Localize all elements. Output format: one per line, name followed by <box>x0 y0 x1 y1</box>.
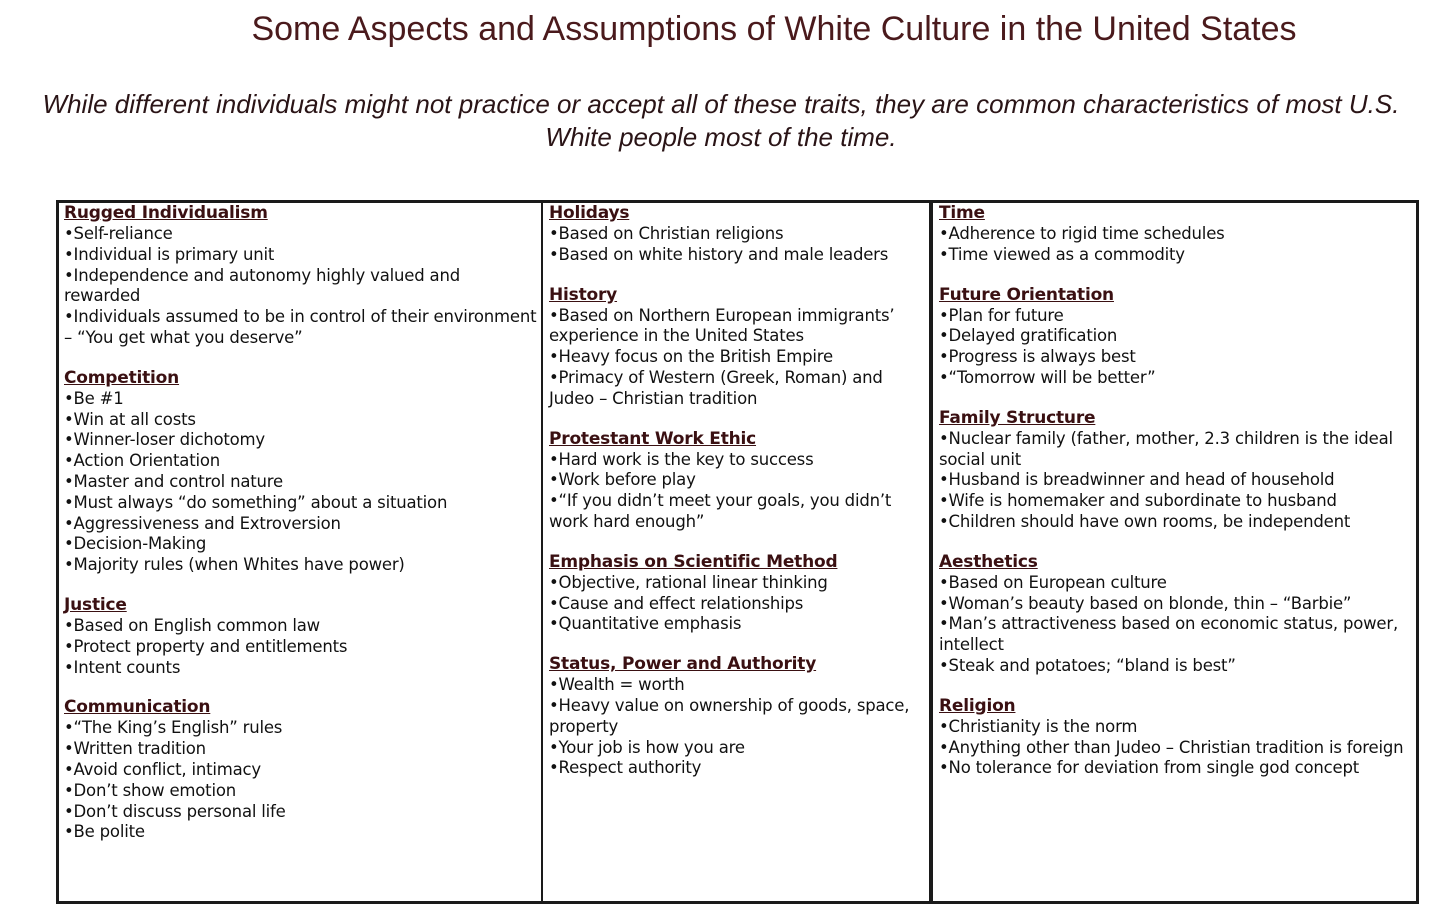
trait-item <box>939 326 1412 347</box>
trait-text: Children should have own rooms, be independent <box>948 511 1351 531</box>
trait-text: Master and control nature <box>73 471 283 491</box>
trait-item <box>64 266 537 308</box>
trait-item <box>939 429 1412 471</box>
trait-item <box>64 802 537 823</box>
section-protestant-work-ethic <box>549 429 925 533</box>
trait-text: Individual is primary unit <box>73 244 275 264</box>
trait-text: Husband is breadwinner and head of household <box>948 470 1335 490</box>
trait-text: Steak and potatoes; “bland is best” <box>948 655 1236 675</box>
trait-item <box>549 306 925 348</box>
trait-item <box>549 491 925 533</box>
trait-text: Anything other than Judeo – Christian tradition is foreign <box>948 737 1404 757</box>
trait-text: Man’s attractiveness based on economic status, power, intellect <box>939 614 1398 655</box>
trait-item <box>64 822 537 843</box>
section-competition <box>64 368 537 576</box>
trait-item <box>64 534 537 555</box>
trait-text: Based on European culture <box>948 572 1167 592</box>
trait-text: Nuclear family (father, mother, 2.3 children is the ideal social unit <box>939 428 1393 469</box>
trait-item <box>939 512 1412 533</box>
trait-item <box>549 738 925 759</box>
trait-item <box>64 718 537 739</box>
trait-item <box>549 347 925 368</box>
trait-list <box>939 429 1412 533</box>
trait-text: “Tomorrow will be better” <box>948 367 1156 387</box>
trait-item <box>939 717 1412 738</box>
section-aesthetics <box>939 552 1412 677</box>
trait-item <box>939 573 1412 594</box>
trait-text: Winner-loser dichotomy <box>73 430 265 450</box>
trait-item <box>939 656 1412 677</box>
trait-text: Christianity is the norm <box>948 716 1138 736</box>
section-heading: Holidays <box>549 203 630 223</box>
section-status-power-and-authority <box>549 654 925 779</box>
trait-item <box>64 616 537 637</box>
trait-text: Respect authority <box>558 758 702 778</box>
trait-item <box>64 472 537 493</box>
section-heading: Status, Power and Authority <box>549 654 817 675</box>
trait-text: Protect property and entitlements <box>73 636 348 656</box>
section-heading: Justice <box>64 594 127 615</box>
trait-item <box>549 470 925 491</box>
trait-list <box>939 224 1412 266</box>
section-heading: Competition <box>64 367 180 388</box>
trait-item <box>64 637 537 658</box>
trait-text: Based on English common law <box>73 615 320 635</box>
section-future-orientation <box>939 285 1412 389</box>
trait-item <box>939 347 1412 368</box>
trait-text: Written tradition <box>73 739 206 759</box>
trait-item <box>549 675 925 696</box>
trait-text: Woman’s beauty based on blonde, thin – “Barbie” <box>948 593 1352 613</box>
trait-item <box>64 245 537 266</box>
trait-text: Cause and effect relationships <box>558 593 804 613</box>
traits-table <box>56 200 1419 904</box>
trait-text: Be #1 <box>73 388 124 408</box>
section-justice <box>64 595 537 678</box>
section-rugged-individualism <box>64 203 537 349</box>
trait-item <box>64 389 537 410</box>
trait-item <box>549 450 925 471</box>
trait-list <box>939 717 1412 779</box>
trait-item <box>549 573 925 594</box>
section-heading: Emphasis on Scientific Method <box>549 551 838 572</box>
trait-text: Plan for future <box>948 305 1064 325</box>
trait-text: Based on Christian religions <box>558 224 784 243</box>
trait-item <box>939 614 1412 656</box>
page-subtitle: While different individuals might not practice or accept all of these traits, they are common characteristics of most U.S. White people most of the time. <box>42 89 1400 152</box>
trait-item <box>939 224 1412 245</box>
trait-text: Don’t discuss personal life <box>73 801 286 821</box>
page-title: Some Aspects and Assumptions of White Culture in the United States <box>251 10 1297 48</box>
trait-text: Majority rules (when Whites have power) <box>73 555 405 575</box>
trait-text: No tolerance for deviation from single god concept <box>948 758 1360 778</box>
trait-item <box>549 758 925 779</box>
trait-text: Don’t show emotion <box>73 780 236 800</box>
trait-list <box>549 573 925 635</box>
trait-text: Self-reliance <box>73 224 173 243</box>
trait-item <box>64 514 537 535</box>
trait-text: Wife is homemaker and subordinate to husband <box>948 491 1337 511</box>
trait-text: Based on Northern European immigrants’ experience in the United States <box>549 305 895 346</box>
section-religion <box>939 696 1412 779</box>
section-heading: Family Structure <box>939 407 1096 428</box>
trait-item <box>939 245 1412 266</box>
trait-text: Heavy value on ownership of goods, space, property <box>549 695 910 736</box>
column-1 <box>59 203 543 901</box>
trait-text: Your job is how you are <box>558 737 745 757</box>
trait-item <box>64 224 537 245</box>
trait-list <box>549 675 925 779</box>
trait-item <box>549 224 925 245</box>
section-heading: Communication <box>64 697 211 718</box>
trait-item <box>64 307 537 349</box>
trait-list <box>64 616 537 678</box>
trait-text: Wealth = worth <box>558 675 685 695</box>
trait-list <box>939 306 1412 389</box>
section-heading: History <box>549 284 618 305</box>
trait-text: Adherence to rigid time schedules <box>948 224 1225 243</box>
trait-text: Avoid conflict, intimacy <box>73 759 261 779</box>
trait-text: Quantitative emphasis <box>558 614 742 634</box>
section-emphasis-on-scientific-method <box>549 552 925 635</box>
section-holidays <box>549 203 925 266</box>
trait-list <box>64 224 537 349</box>
trait-text: Delayed gratification <box>948 326 1118 346</box>
trait-list <box>549 306 925 410</box>
trait-text: Hard work is the key to success <box>558 449 814 469</box>
section-family-structure <box>939 408 1412 533</box>
trait-item <box>64 760 537 781</box>
trait-text: Decision-Making <box>73 534 207 554</box>
trait-item <box>939 594 1412 615</box>
trait-item <box>549 368 925 410</box>
trait-text: Objective, rational linear thinking <box>558 572 828 592</box>
trait-item <box>549 614 925 635</box>
section-heading: Aesthetics <box>939 551 1038 572</box>
trait-text: Be polite <box>73 822 145 842</box>
section-heading: Time <box>939 203 985 223</box>
section-heading: Religion <box>939 695 1016 716</box>
trait-item <box>549 594 925 615</box>
trait-item <box>939 306 1412 327</box>
trait-item <box>64 410 537 431</box>
section-history <box>549 285 925 410</box>
column-3 <box>933 203 1416 901</box>
trait-item <box>64 781 537 802</box>
trait-item <box>939 491 1412 512</box>
column-2 <box>543 203 933 901</box>
trait-item <box>64 493 537 514</box>
section-time <box>939 203 1412 266</box>
trait-item <box>939 368 1412 389</box>
trait-text: Independence and autonomy highly valued and rewarded <box>64 265 460 306</box>
section-heading: Rugged Individualism <box>64 203 268 223</box>
trait-item <box>64 739 537 760</box>
trait-text: Individuals assumed to be in control of their environment – “You get what you deserve” <box>64 307 537 347</box>
trait-list <box>64 718 537 843</box>
trait-text: Win at all costs <box>73 409 196 429</box>
trait-text: Aggressiveness and Extroversion <box>73 513 341 533</box>
trait-text: Progress is always best <box>948 347 1136 367</box>
trait-text: Action Orientation <box>73 451 221 471</box>
trait-item <box>64 658 537 679</box>
trait-text: Heavy focus on the British Empire <box>558 347 833 367</box>
trait-item <box>64 430 537 451</box>
trait-text: Intent counts <box>73 657 181 677</box>
trait-item <box>939 470 1412 491</box>
trait-text: Based on white history and male leaders <box>558 244 889 264</box>
trait-text: Must always “do something” about a situation <box>73 492 448 512</box>
section-heading: Future Orientation <box>939 284 1114 305</box>
trait-text: Work before play <box>558 470 696 490</box>
trait-item <box>939 738 1412 759</box>
trait-list <box>549 224 925 266</box>
trait-text: “The King’s English” rules <box>73 718 283 738</box>
trait-item <box>64 555 537 576</box>
section-communication <box>64 697 537 843</box>
trait-item <box>939 758 1412 779</box>
trait-item <box>549 245 925 266</box>
trait-text: “If you didn’t meet your goals, you didn’t work hard enough” <box>549 491 892 531</box>
section-heading: Protestant Work Ethic <box>549 428 757 449</box>
trait-list <box>939 573 1412 677</box>
trait-list <box>64 389 537 576</box>
trait-text: Primacy of Western (Greek, Roman) and Judeo – Christian tradition <box>549 367 883 408</box>
trait-item <box>64 451 537 472</box>
trait-text: Time viewed as a commodity <box>948 244 1185 264</box>
trait-list <box>549 450 925 533</box>
trait-item <box>549 696 925 738</box>
